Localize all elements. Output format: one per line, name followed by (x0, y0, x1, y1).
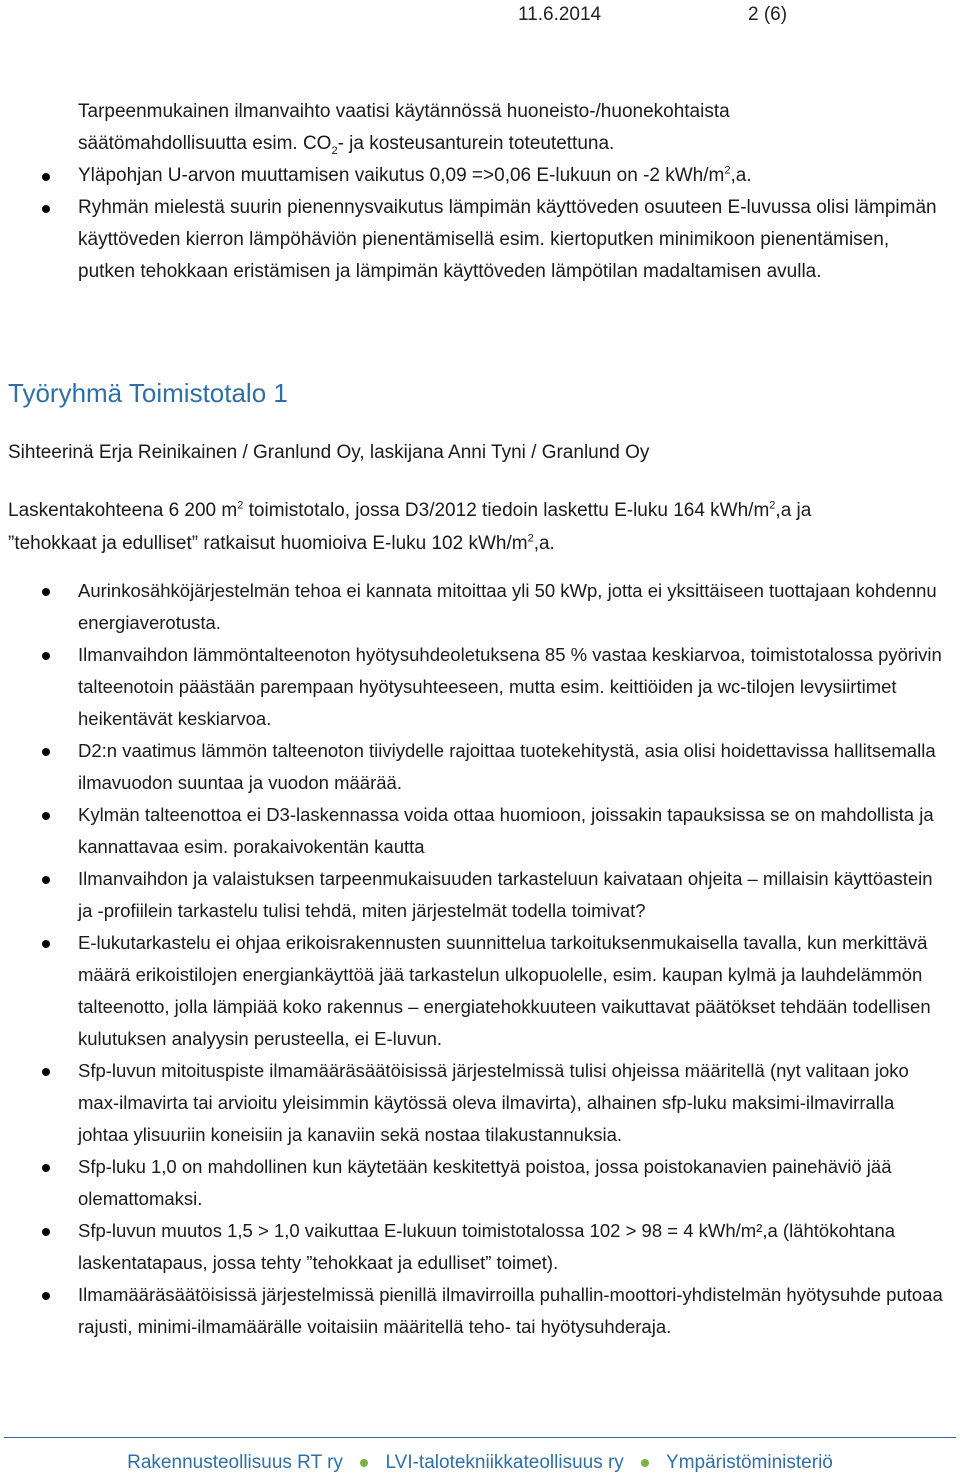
bullet-icon (42, 812, 50, 820)
bullet-icon (42, 748, 50, 756)
bullet-icon (42, 940, 50, 948)
section-heading: Työryhmä Toimistotalo 1 (8, 378, 288, 408)
bullet-icon (42, 1228, 50, 1236)
page-number: 2 (6) (748, 4, 788, 25)
footer-dot-icon (360, 1459, 368, 1467)
intro-block (78, 96, 948, 288)
calculation-target: Laskentakohteena 6 200 $m^2$ toimistotalo, jossa D3/2012 tiedoin laskettu E-luku 164 kWh/$m^2,a$ ja ”tehokkaat ja edulliset” ratkaisut huomioiva E-luku 102 kWh/$m^2,a$. (8, 499, 812, 554)
bullet-icon (42, 588, 50, 596)
list-item: Ilmanvaihdon ja valaistuksen tarpeenmukaisuuden tarkasteluun kaivataan ohjeita – millaisin käyttöastein ja -profiilein tarkastelu tulisi tehdä, miten järjestelmät todella toimivat? (78, 863, 948, 927)
secretaries-line: Sihteerinä Erja Reinikainen / Granlund Oy, laskijana Anni Tyni / Granlund Oy (8, 442, 650, 463)
list-item: Ilmamääräsäätöisissä järjestelmissä pienillä ilmavirroilla puhallin-moottori-yhdistelmän hyötysuhde putoaa rajusti, minimi-ilmamäärälle voitaisiin määritellä teho- tai hyötysuhderaja. (78, 1279, 948, 1343)
footer-org-2: LVI-talotekniikkateollisuus ry (385, 1452, 624, 1473)
bullet-icon (42, 1292, 50, 1300)
bullet-icon (42, 1068, 50, 1076)
document-date: 11.6.2014 (518, 4, 602, 25)
footer-org-1: Rakennusteollisuus RT ry (127, 1452, 343, 1473)
footer-divider (4, 1437, 956, 1438)
findings-bullet-list (78, 575, 948, 1343)
bullet-icon (42, 1164, 50, 1172)
page-footer (0, 1452, 960, 1474)
list-item: E-lukutarkastelu ei ohjaa erikoisrakennusten suunnittelua tarkoituksenmukaisella tavalla, kun merkittävä määrä erikoistilojen energiankäyttöä jää tarkastelun ulkopuolelle, esim. kaupan kylmä ja lauhdelämmön talteenotto, jolla lämpiää koko rakennus – energiatehokkuuteen vaikuttavat päätökset tehdään todellisen kulutuksen analyysin perusteella, ei E-luvun. (78, 927, 948, 1055)
list-item: Sfp-luvun muutos 1,5 > 1,0 vaikuttaa E-lukuun toimistotalossa 102 > 98 = 4 kWh/m²,a (lähtökohtana laskentatapaus, jossa tehty ”tehokkaat ja edulliset” toimet). (78, 1215, 948, 1279)
footer-dot-icon (641, 1459, 649, 1467)
intro-continuation-line-1: Tarpeenmukainen ilmanvaihto vaatisi käytännössä huoneisto-/huonekohtaista (78, 101, 730, 122)
intro-continuation-line-2: säätömahdollisuutta esim. $CO_2-$ ja kosteusanturein toteutettuna. (78, 133, 615, 157)
bullet-icon (42, 173, 50, 181)
page-header (0, 2, 960, 30)
list-item: Ryhmän mielestä suurin pienennysvaikutus lämpimän käyttöveden osuuteen E-luvussa olisi lämpimän käyttöveden kierron lämpöhäviön pienentämisellä esim. kiertoputken minimikoon pienentämisen, putken tehokkaan eristämisen ja lämpimän käyttöveden lämpötilan madaltamisen avulla. (78, 192, 948, 288)
bullet-icon (42, 652, 50, 660)
bullet-icon (42, 205, 50, 213)
bullet-icon (42, 876, 50, 884)
list-item: D2:n vaatimus lämmön talteenoton tiiviydelle rajoittaa tuotekehitystä, asia olisi hoidettavissa hallitsemalla ilmavuodon suuntaa ja vuodon määrää. (78, 735, 948, 799)
intro-bullet-list (78, 160, 948, 288)
list-item: Yläpohjan U-arvon muuttamisen vaikutus 0,09 =>0,06 E-lukuun on -2 kWh/$m^2,a$. (78, 160, 948, 192)
list-item: Aurinkosähköjärjestelmän tehoa ei kannata mitoittaa yli 50 kWp, jotta ei yksittäiseen tuottajaan kohdennu energiaverotusta. (78, 575, 948, 639)
list-item: Sfp-luku 1,0 on mahdollinen kun käytetään keskitettyä poistoa, jossa poistokanavien painehäviö jää olemattomaksi. (78, 1151, 948, 1215)
list-item: Ilmanvaihdon lämmöntalteenoton hyötysuhdeoletuksena 85 % vastaa keskiarvoa, toimistotalossa pyörivin talteenotoin päästään parempaan hyötysuhteeseen, mutta esim. keittiöiden ja wc-tilojen levysiirtimet heikentävät keskiarvoa. (78, 639, 948, 735)
list-item: Sfp-luvun mitoituspiste ilmamääräsäätöisissä järjestelmissä tulisi ohjeissa määritellä (nyt valitaan joko max-ilmavirta tai arvioitu yleisimmin käytössä oleva ilmavirta), alhainen sfp-luku maksimi-ilmavirralla johtaa ylisuuriin koneisiin ja kanaviin sekä nostaa tilakustannuksia. (78, 1055, 948, 1151)
list-item: Kylmän talteenottoa ei D3-laskennassa voida ottaa huomioon, joissakin tapauksissa se on mahdollista ja kannattavaa esim. porakaivokentän kautta (78, 799, 948, 863)
footer-org-3: Ympäristöministeriö (666, 1452, 833, 1473)
